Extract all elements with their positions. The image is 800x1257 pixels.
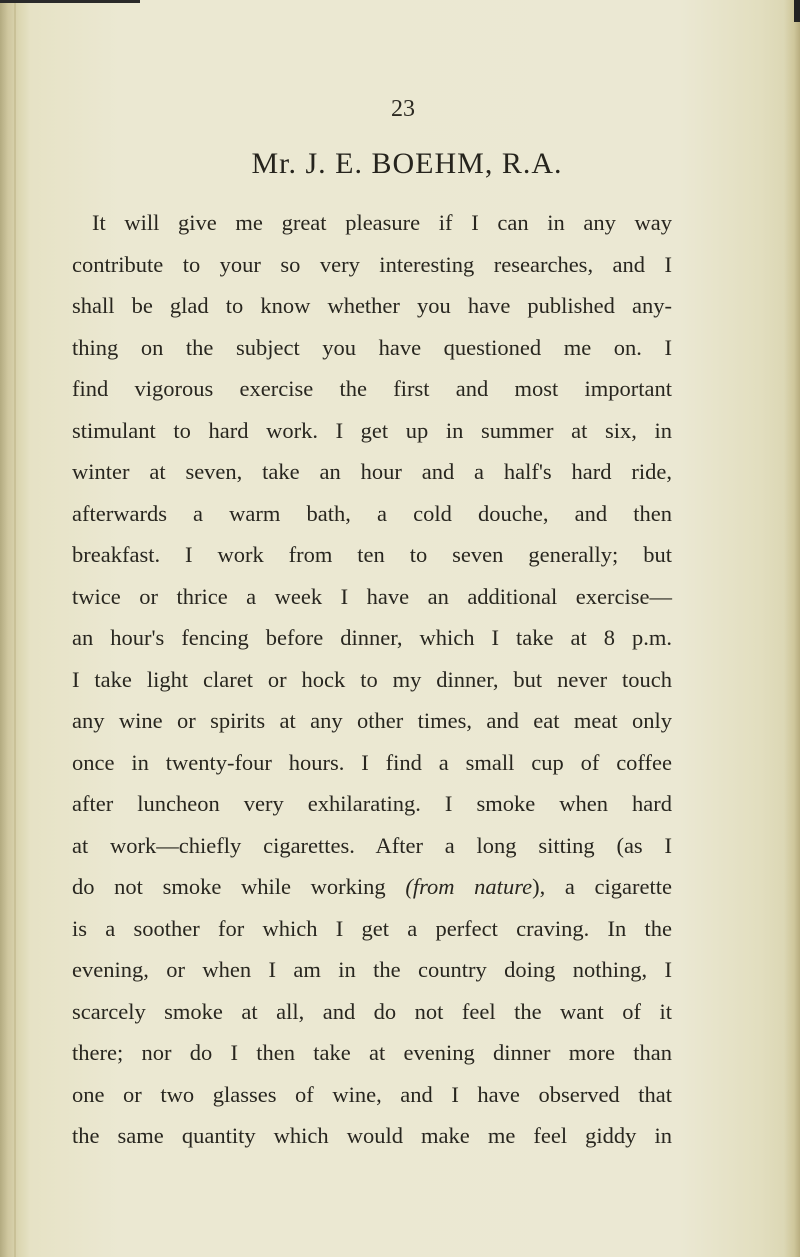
text-line: stimulant to hard work. I get up in summer at six, in	[72, 417, 672, 443]
heading-prefix: Mr.	[251, 147, 297, 180]
text-line: thing on the subject you have questioned me on. I	[72, 334, 672, 360]
text-line: there; nor do I then take at evening dinner more than	[72, 1040, 672, 1065]
text-line: is a soother for which I get a perfect craving. In the	[72, 915, 672, 941]
text-line: any wine or spirits at any other times, and eat meat only	[72, 708, 672, 733]
heading-name: J. E. BOEHM, R.A.	[305, 147, 563, 180]
text-line: evening, or when I am in the country doing nothing, I	[72, 957, 672, 982]
page-edge	[784, 0, 800, 1257]
scan-edge-mark-right	[794, 0, 800, 22]
italic-text: from nature	[412, 874, 533, 899]
text-line: breakfast. I work from ten to seven generally; but	[72, 542, 672, 567]
text-line: shall be glad to know whether you have published any-	[72, 293, 672, 318]
text-line: contribute to your so very interesting researches, and I	[72, 251, 672, 277]
text-line: scarcely smoke at all, and do not feel the want of it	[72, 998, 672, 1024]
text-line: I take light claret or hock to my dinner, but never touch	[72, 666, 672, 692]
open-paren: (	[405, 874, 413, 899]
text-line: the same quantity which would make me feel giddy in	[72, 1123, 672, 1148]
text-segment: ), a cigarette	[532, 874, 672, 899]
letter-body	[72, 202, 672, 1157]
text-line: afterwards a warm bath, a cold douche, and then	[72, 500, 672, 526]
text-line: It will give me great pleasure if I can in any way	[92, 210, 672, 235]
text-segment: do not smoke while working	[72, 874, 386, 899]
text-line: after luncheon very exhilarating. I smoke when hard	[72, 791, 672, 816]
text-line: winter at seven, take an hour and a half's hard ride,	[72, 459, 672, 484]
page-number: 23	[391, 96, 415, 122]
text-line: at work—chiefly cigarettes. After a long sitting (as I	[72, 832, 672, 858]
italic-phrase	[405, 874, 532, 899]
text-line: twice or thrice a week I have an additional exercise—	[72, 583, 672, 609]
text-line: find vigorous exercise the first and most important	[72, 376, 672, 401]
scan-edge-mark	[0, 0, 140, 3]
text-line-with-italic	[72, 866, 672, 908]
binding-line	[14, 0, 16, 1257]
text-line: an hour's fencing before dinner, which I take at 8 p.m.	[72, 625, 672, 650]
letter-heading	[0, 147, 800, 181]
text-line: once in twenty-four hours. I find a small cup of coffee	[72, 749, 672, 775]
text-line: one or two glasses of wine, and I have observed that	[72, 1081, 672, 1107]
